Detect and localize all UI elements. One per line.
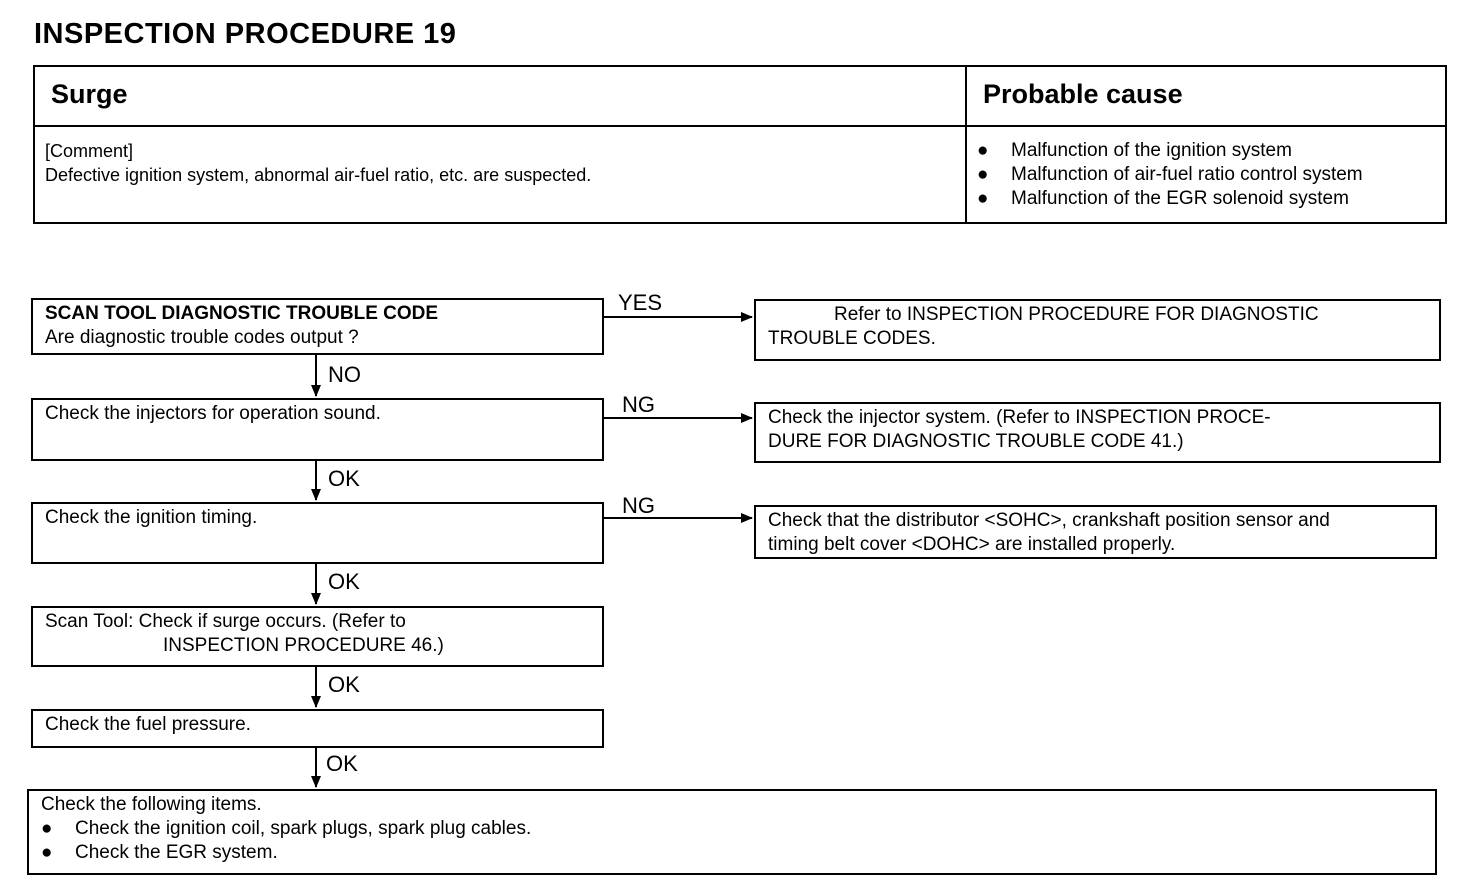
bullet-icon: ●	[41, 842, 53, 863]
cause-item: ● Malfunction of the EGR solenoid system	[977, 188, 1349, 209]
cause-item: ● Malfunction of the ignition system	[977, 140, 1292, 161]
label-ng-timing: NG	[622, 493, 655, 518]
step-surge-check: Scan Tool: Check if surge occurs. (Refer to INSPECTION PROCEDURE 46.)	[31, 606, 604, 667]
list-item: ● Check the EGR system.	[41, 842, 278, 863]
step-injector-sound: Check the injectors for operation sound.	[31, 398, 604, 461]
label-ok-injector: OK	[328, 466, 360, 491]
bullet-icon: ●	[977, 188, 989, 209]
label-ok-surge: OK	[328, 672, 360, 697]
result-refer-dtc-procedure: Refer to INSPECTION PROCEDURE FOR DIAGNOSTIC TROUBLE CODES.	[754, 299, 1441, 361]
bullet-icon: ●	[977, 164, 989, 185]
bullet-icon: ●	[977, 140, 989, 161]
final-check-list	[41, 817, 1423, 865]
step-fuel-pressure: Check the fuel pressure.	[31, 709, 604, 748]
label-ok-fuel: OK	[326, 751, 358, 776]
label-ng-injector: NG	[622, 392, 655, 417]
list-item: ● Check the ignition coil, spark plugs, spark plug cables.	[41, 818, 532, 839]
step-check-following-items: Check the following items. ● Check the ignition coil, spark plugs, spark plug cables. ● Check the EGR system.	[27, 789, 1437, 875]
probable-cause-heading: Probable cause	[983, 79, 1183, 109]
comment-label: [Comment]	[45, 141, 134, 161]
result-check-installation: Check that the distributor <SOHC>, crankshaft position sensor and timing belt cover <DOHC> are installed properly.	[754, 505, 1437, 559]
page-title: INSPECTION PROCEDURE 19	[34, 18, 457, 50]
bullet-icon: ●	[41, 818, 53, 839]
result-check-injector-system: Check the injector system. (Refer to INSPECTION PROCE- DURE FOR DIAGNOSTIC TROUBLE CODE 41.)	[754, 402, 1441, 463]
step-ignition-timing: Check the ignition timing.	[31, 502, 604, 564]
cause-item: ● Malfunction of air-fuel ratio control system	[977, 164, 1363, 185]
step-scan-tool-dtc: SCAN TOOL DIAGNOSTIC TROUBLE CODE Are diagnostic trouble codes output ?	[31, 298, 604, 355]
label-yes: YES	[618, 290, 663, 315]
label-ok-timing: OK	[328, 569, 360, 594]
label-no: NO	[328, 362, 361, 387]
symptom-heading: Surge	[51, 79, 128, 109]
comment-text: Defective ignition system, abnormal air-fuel ratio, etc. are suspected.	[45, 165, 592, 185]
